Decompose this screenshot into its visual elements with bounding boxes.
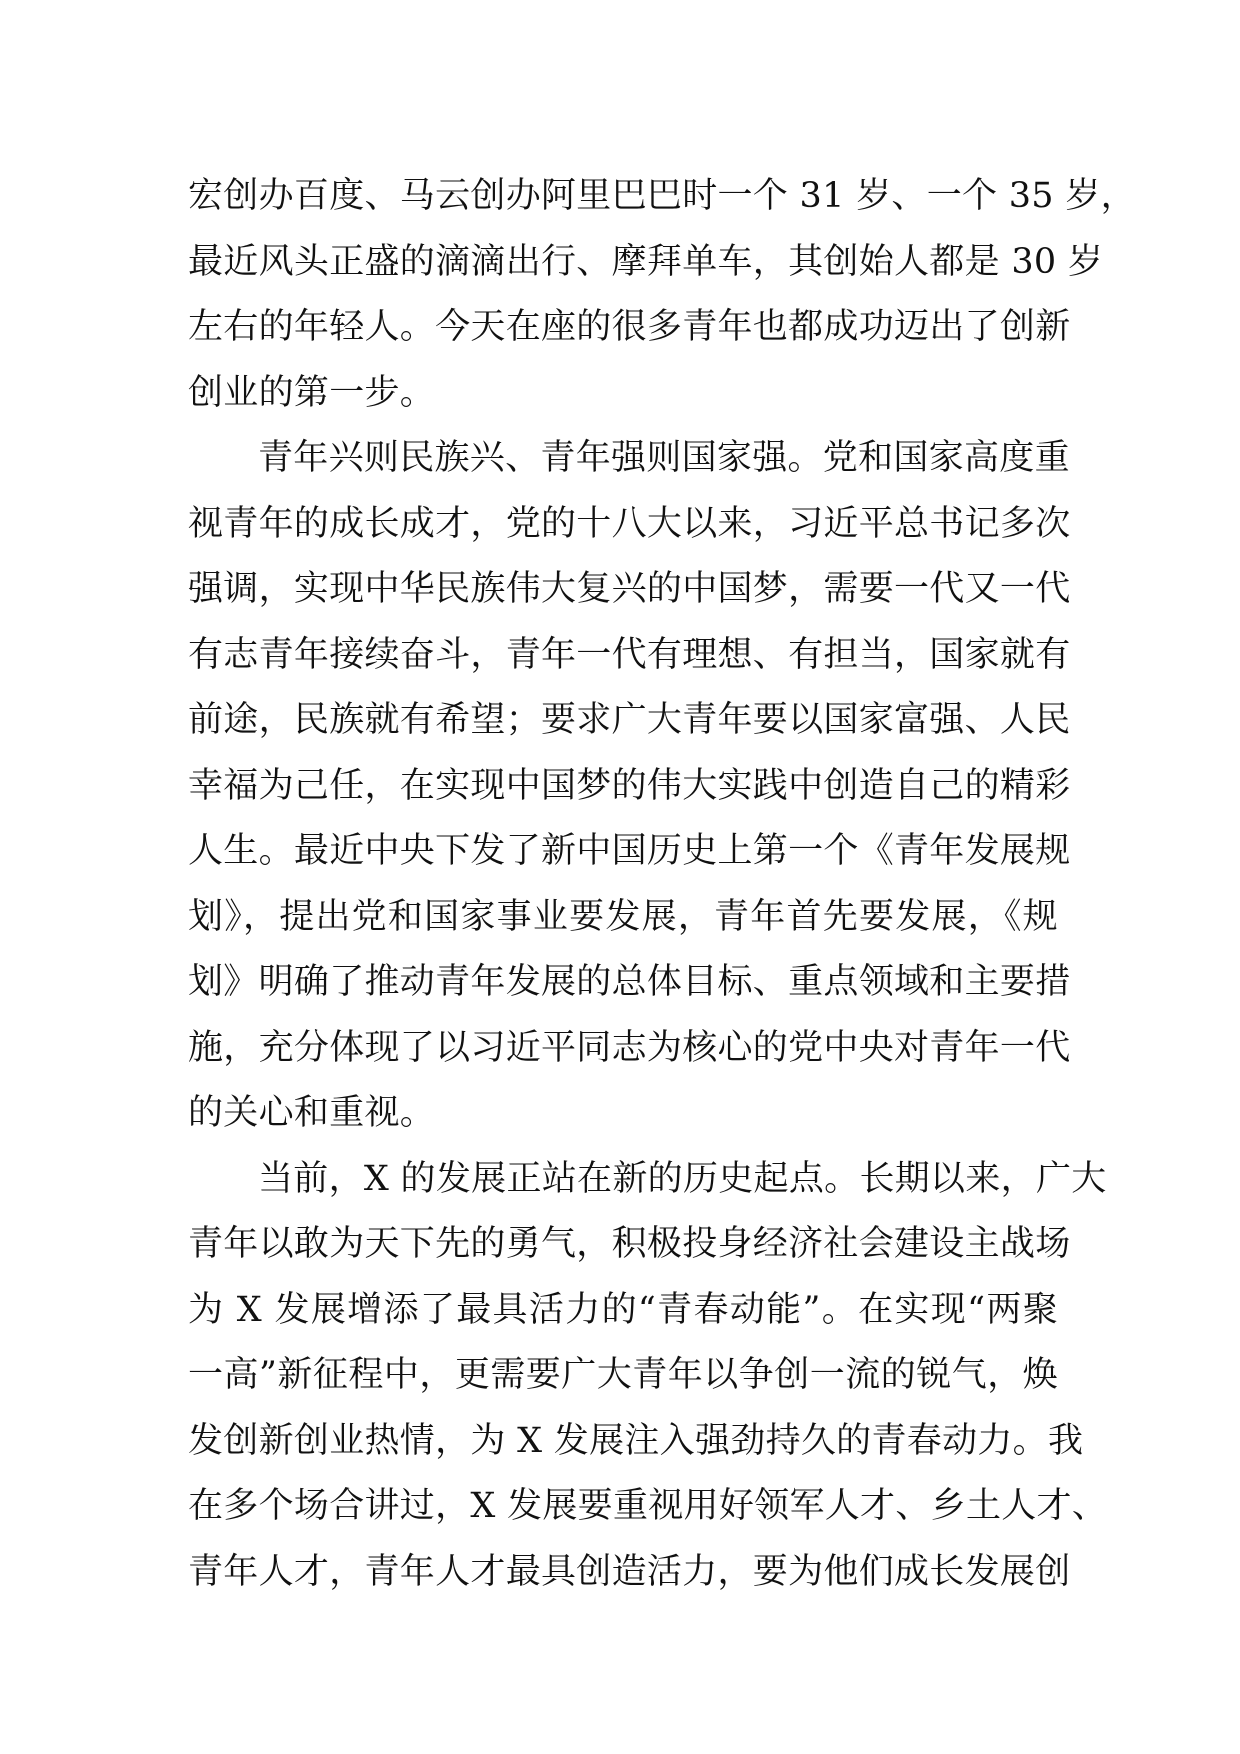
text-line: 青年兴则民族兴、青年强则国家强。党和国家高度重 (258, 438, 1070, 478)
text-line: 的关心和重视。 (188, 1093, 436, 1133)
text-line: 最近风头正盛的滴滴出行、摩拜单车，其创始人都是 30 岁 (188, 241, 1104, 282)
text-line: 一高”新征程中，更需要广大青年以争创一流的锐气，焕 (188, 1355, 1058, 1395)
text-line: 青年以敢为天下先的勇气，积极投身经济社会建设主战场 (188, 1224, 1071, 1264)
document-body (188, 164, 1136, 1605)
text-line: 视青年的成长成才，党的十八大以来，习近平总书记多次 (188, 503, 1071, 544)
paragraph-2 (188, 426, 1071, 1147)
text-line: 人生。最近中央下发了新中国历史上第一个《青年发展规 (188, 831, 1071, 871)
text-line: 青年人才，青年人才最具创造活力，要为他们成长发展创 (188, 1551, 1071, 1592)
text-line: 宏创办百度、马云创办阿里巴巴时一个 31 岁、一个 35 岁， (188, 176, 1136, 216)
text-line: 发创新创业热情，为 X 发展注入强劲持久的青春动力。我 (188, 1420, 1084, 1461)
paragraph-1 (188, 164, 1136, 426)
text-line: 施，充分体现了以习近平同志为核心的党中央对青年一代 (188, 1027, 1071, 1068)
text-line: 创业的第一步。 (188, 372, 436, 413)
text-line: 在多个场合讲过，X 发展要重视用好领军人才、乡土人才、 (188, 1486, 1108, 1526)
paragraph-3 (188, 1147, 1108, 1606)
text-line: 前途，民族就有希望；要求广大青年要以国家富强、人民 (188, 700, 1071, 740)
text-line: 为 X 发展增添了最具活力的“青春动能”。在实现“两聚 (188, 1289, 1058, 1330)
text-line: 当前，X 的发展正站在新的历史起点。长期以来，广大 (258, 1158, 1107, 1199)
text-line: 划》，提出党和国家事业要发展，青年首先要发展，《规 (188, 896, 1058, 937)
text-line: 有志青年接续奋斗，青年一代有理想、有担当，国家就有 (188, 634, 1071, 675)
text-line: 幸福为己任，在实现中国梦的伟大实践中创造自己的精彩 (188, 765, 1071, 806)
text-line: 左右的年轻人。今天在座的很多青年也都成功迈出了创新 (188, 307, 1071, 347)
text-line: 划》明确了推动青年发展的总体目标、重点领域和主要措 (188, 962, 1071, 1002)
text-line: 强调，实现中华民族伟大复兴的中国梦，需要一代又一代 (188, 569, 1071, 609)
